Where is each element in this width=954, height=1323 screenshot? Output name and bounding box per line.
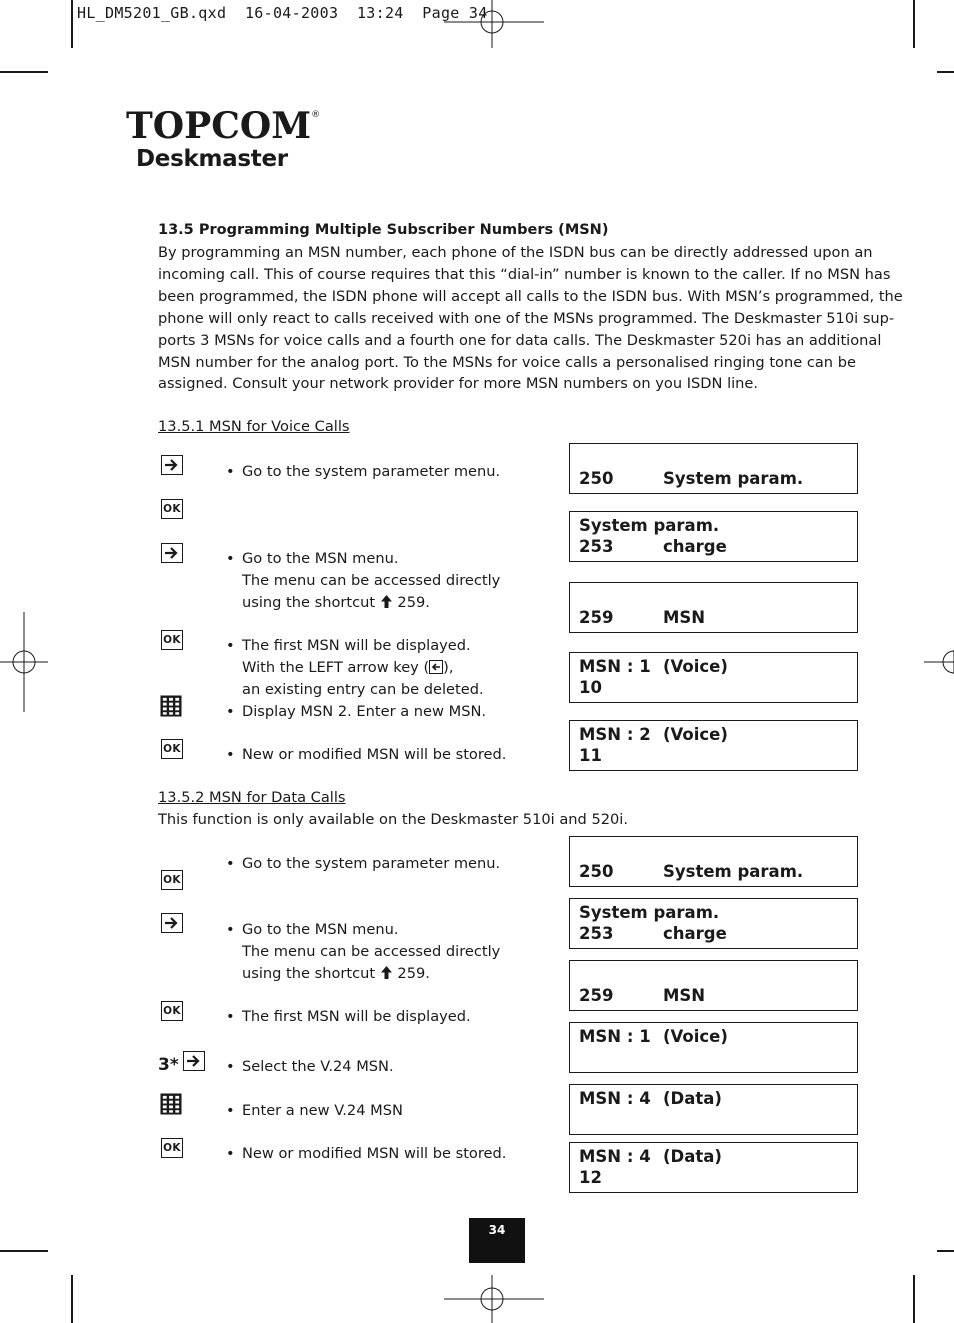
ok-key-icon: OK [161,1138,183,1158]
right-arrow-key-icon [161,543,183,563]
crop-mark [913,0,915,48]
right-arrow-key-icon [183,1051,205,1071]
voice-step-3: • The first MSN will be displayed. With the LEFT arrow key ( ), an existing entry can be deleted. [226,637,484,698]
slug-time: 13:24 [356,4,404,22]
intro-line: been programmed, the ISDN phone will accept all calls to the ISDN bus. With MSN’s programmed, the [158,287,903,305]
intro-paragraph [158,242,903,395]
intro-line: MSN number for the analog port. To the MSNs for voice calls a personalised ringing tone can be [158,353,856,371]
voice-step-5: • New or modified MSN will be stored. [226,746,507,763]
ok-key-icon: OK [161,499,183,519]
lcd-display: 259 MSN [569,960,858,1011]
intro-line: ports 3 MSNs for voice calls and a fourth one for data calls. The Deskmaster 520i has an additional [158,331,882,349]
lcd-display: System param. 253 charge [569,511,858,562]
data-step-2: • Go to the MSN menu. The menu can be accessed directly using the shortcut 259. [226,921,501,982]
lcd-display: 259 MSN [569,582,858,633]
lcd-display: MSN : 2 (Voice) 11 [569,720,858,771]
intro-line: incoming call. This of course requires that this “dial-in” number is known to the caller. If no MSN has [158,265,891,283]
slug-page: Page 34 [422,4,488,22]
intro-line: By programming an MSN number, each phone of the ISDN bus can be directly addressed upon an [158,244,873,261]
crop-mark [71,1275,73,1323]
registration-mark-icon [444,1275,544,1323]
voice-step-1: • Go to the system parameter menu. [226,463,501,480]
data-step-5: • Enter a new V.24 MSN [226,1102,403,1119]
right-arrow-key-icon [161,455,183,475]
data-calls-heading: 13.5.2 MSN for Data Calls [158,789,346,806]
crop-mark [937,71,954,73]
lcd-display: MSN : 4 (Data) [569,1084,858,1135]
voice-step-4: • Display MSN 2. Enter a new MSN. [226,703,487,720]
lcd-display: 250 System param. [569,836,858,887]
ok-key-icon: OK [161,1001,183,1021]
up-arrow-icon [380,965,393,980]
logo-wordmark: TOPCOM [126,105,312,147]
topcom-logo [126,105,321,147]
data-step-6: • New or modified MSN will be stored. [226,1145,507,1162]
crop-mark [71,0,73,48]
lcd-display: 250 System param. [569,443,858,494]
crop-mark [913,1275,915,1323]
up-arrow-icon [380,594,393,609]
voice-calls-heading: 13.5.1 MSN for Voice Calls [158,418,350,435]
page-number: 34 [469,1218,525,1263]
lcd-display: System param. 253 charge [569,898,858,949]
ok-key-icon: OK [161,870,183,890]
registration-mark-icon [924,612,954,712]
registration-mark-icon [0,612,48,712]
ok-key-icon: OK [161,739,183,759]
voice-step-2: • Go to the MSN menu. The menu can be accessed directly using the shortcut 259. [226,550,501,611]
keypad-icon [160,1093,182,1115]
crop-mark [0,71,48,73]
data-calls-note: This function is only available on the Deskmaster 510i and 520i. [158,811,628,828]
ok-key-icon: OK [161,630,183,650]
crop-mark [937,1250,954,1252]
intro-line: phone will only react to calls received with one of the MSNs programmed. The Deskmaster 510i sup- [158,309,895,327]
right-arrow-key-icon [161,913,183,933]
lcd-display: MSN : 1 (Voice) 10 [569,652,858,703]
registered-mark: ® [311,110,321,120]
section-title: 13.5 Programming Multiple Subscriber Numbers (MSN) [158,222,609,238]
lcd-display: MSN : 4 (Data) 12 [569,1142,858,1193]
slug-date: 16-04-2003 [244,4,339,22]
keypad-icon [160,695,182,717]
product-name: Deskmaster [136,146,288,172]
data-step-1: • Go to the system parameter menu. [226,855,501,872]
key-prefix: 3* [158,1055,179,1075]
slug-filename: HL_DM5201_GB.qxd [77,4,227,22]
crop-mark [0,1250,48,1252]
data-step-4: • Select the V.24 MSN. [226,1058,394,1075]
intro-line: assigned. Consult your network provider for more MSN numbers on you ISDN line. [158,375,759,393]
data-step-3: • The first MSN will be displayed. [226,1008,471,1025]
left-arrow-key-icon [429,660,443,674]
lcd-display: MSN : 1 (Voice) [569,1022,858,1073]
print-slug [77,4,488,22]
